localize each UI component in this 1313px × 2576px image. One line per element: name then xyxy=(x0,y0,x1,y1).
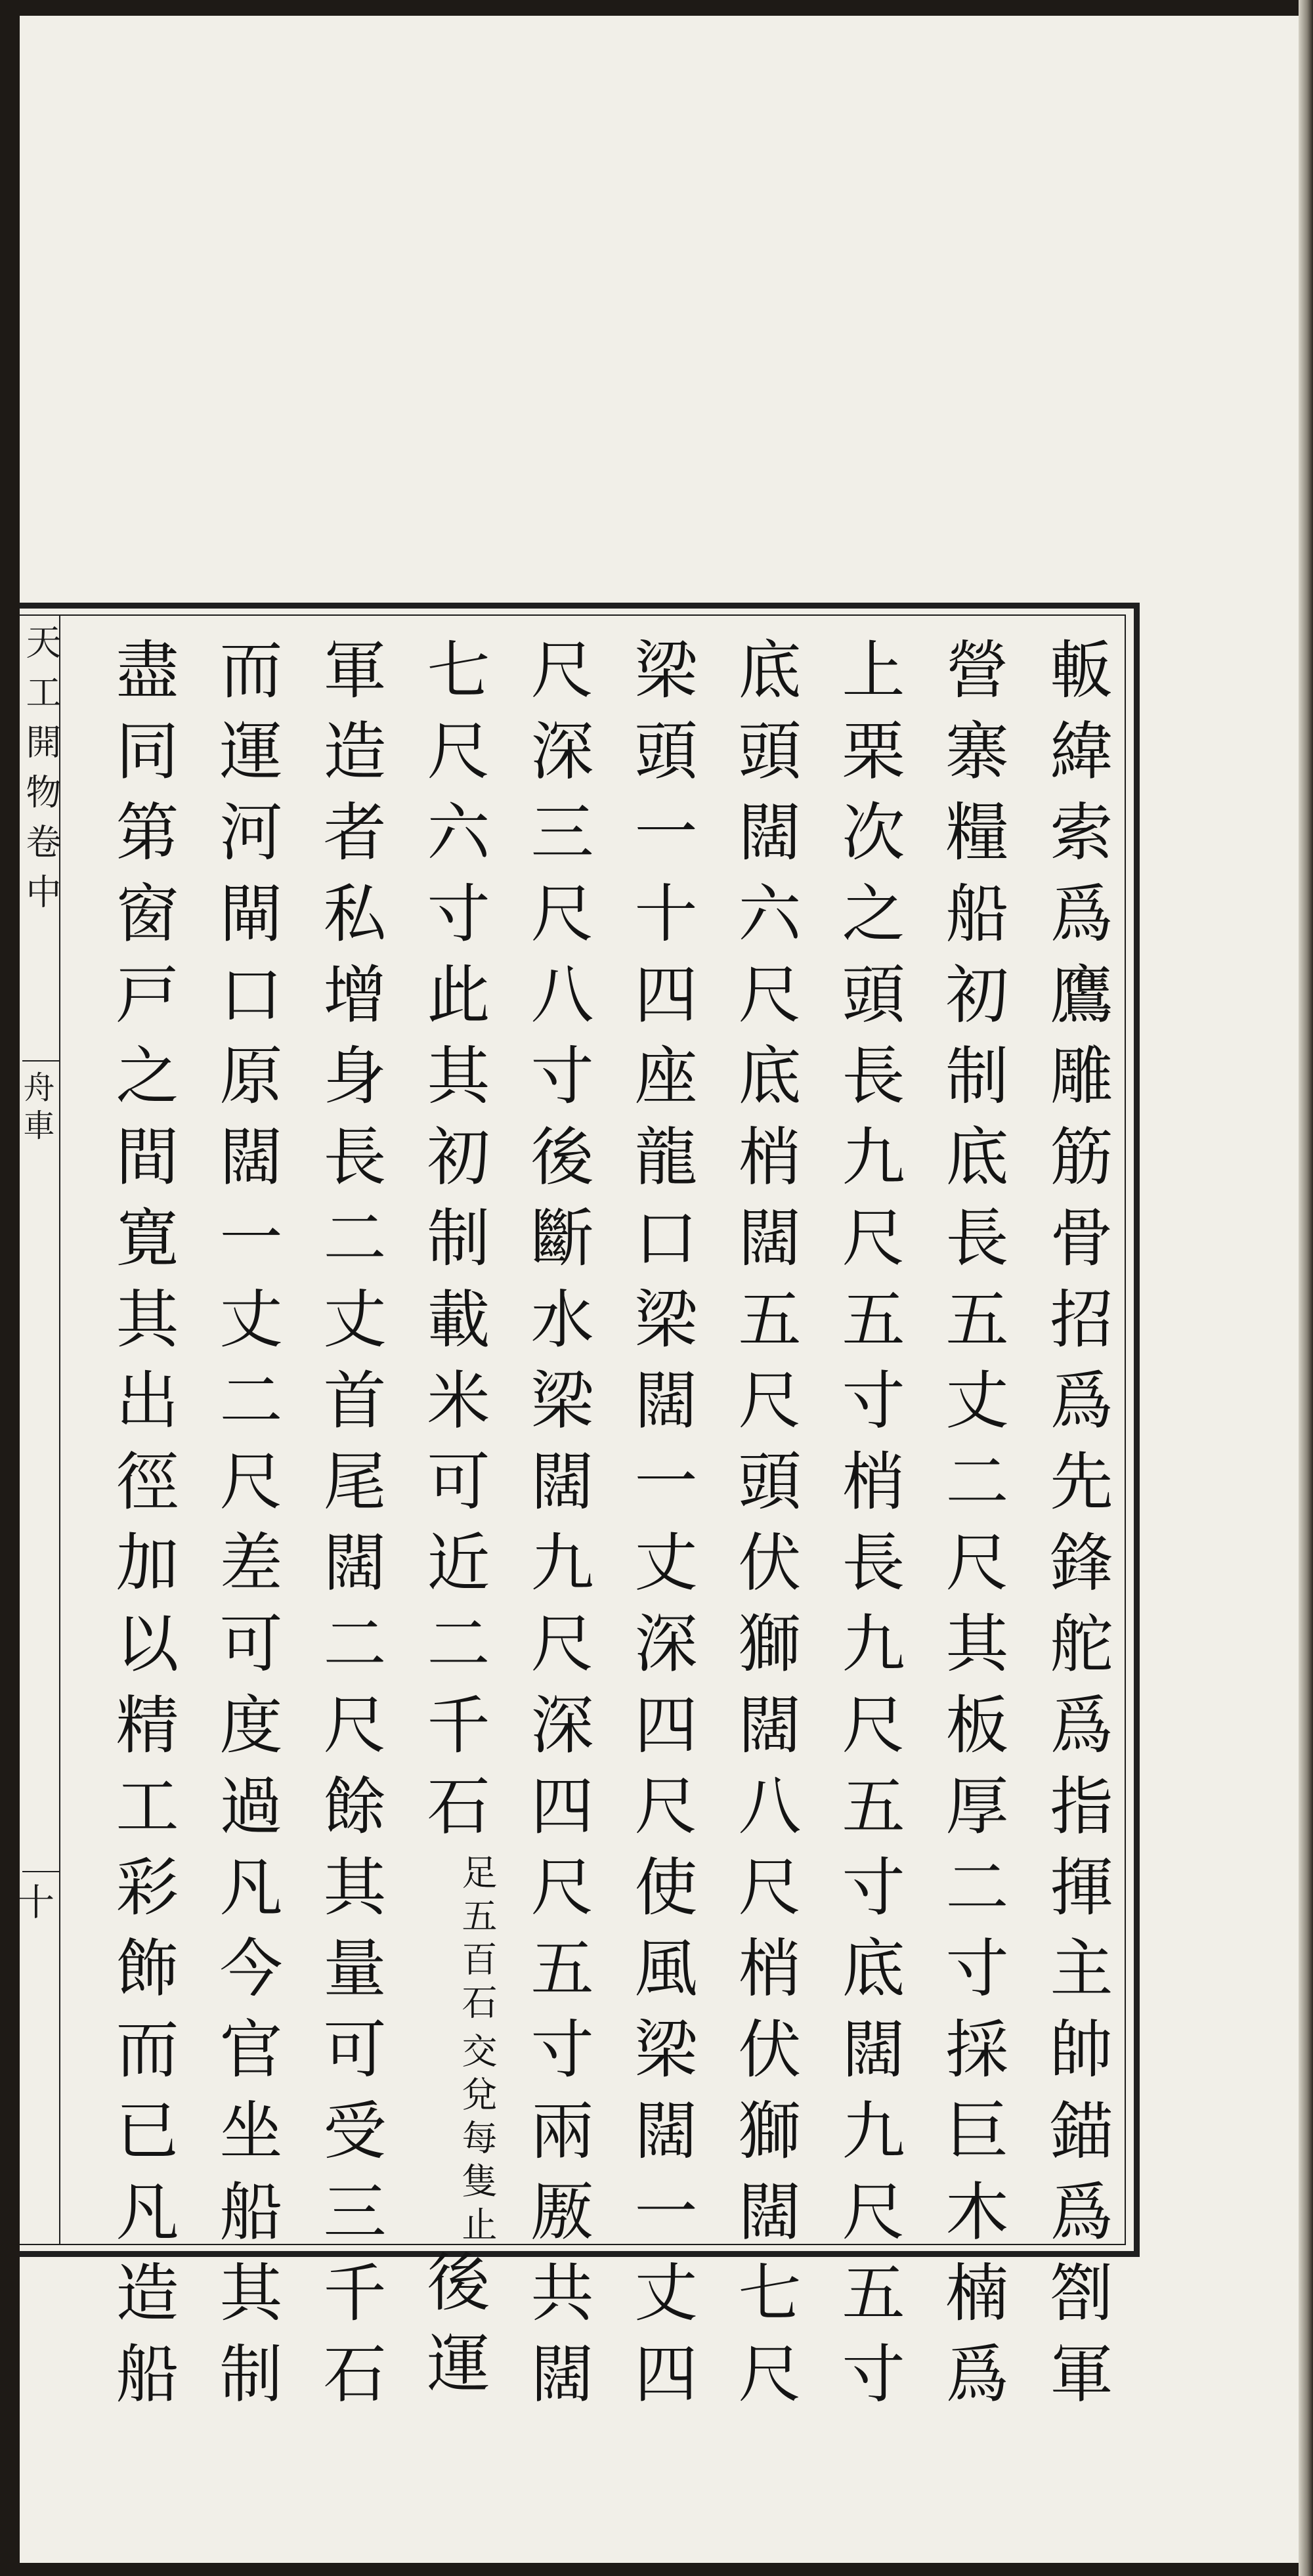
text-column-3: 上栗次之頭長九尺五寸梢長九尺五寸底闊九尺五寸 xyxy=(832,637,905,2422)
text-column-8: 軍造者私增身長二丈首尾闊二尺餘其量可受三千石 xyxy=(313,637,387,2422)
text-column-5: 梁頭一十四座龍口梁闊一丈深四尺使風梁闊一丈四 xyxy=(624,637,698,2422)
note-line-left: 足五百石 xyxy=(456,1854,498,2027)
interlinear-note xyxy=(457,1854,496,2249)
text-column-7-main: 七尺六寸此其初制載米可近二千石 xyxy=(417,637,490,1854)
margin-section: 舟車 xyxy=(22,1060,59,1147)
text-column-1: 䡊緯索爲鷹雕筋骨招爲先鋒舵爲指揮主帥錨爲劄軍 xyxy=(1040,637,1113,2422)
margin-page-number: 十 xyxy=(22,1871,59,1920)
page-edge xyxy=(1299,0,1313,2576)
text-column-7-tail: 後運 xyxy=(417,2249,490,2412)
note-line-right: 交兌每隻止 xyxy=(456,2032,498,2249)
text-column-9: 而運河閘口原闊一丈二尺差可度過凡今官坐船其制 xyxy=(209,637,283,2422)
text-column-10: 盡同第窗戸之間寛其出徑加以精工彩飾而已凡造船 xyxy=(106,637,179,2422)
text-column-6: 尺深三尺八寸後斷水梁闊九尺深四尺五寸兩厫共闊 xyxy=(521,637,594,2422)
text-column-7 xyxy=(411,637,498,2412)
margin-title: 天工開物卷中 xyxy=(20,624,62,923)
text-column-4: 底頭闊六尺底梢闊五尺頭伏獅闊八尺梢伏獅闊七尺 xyxy=(728,637,802,2422)
text-column-2: 營寨糧船初制底長五丈二尺其板厚二寸採巨木楠爲 xyxy=(936,637,1009,2422)
